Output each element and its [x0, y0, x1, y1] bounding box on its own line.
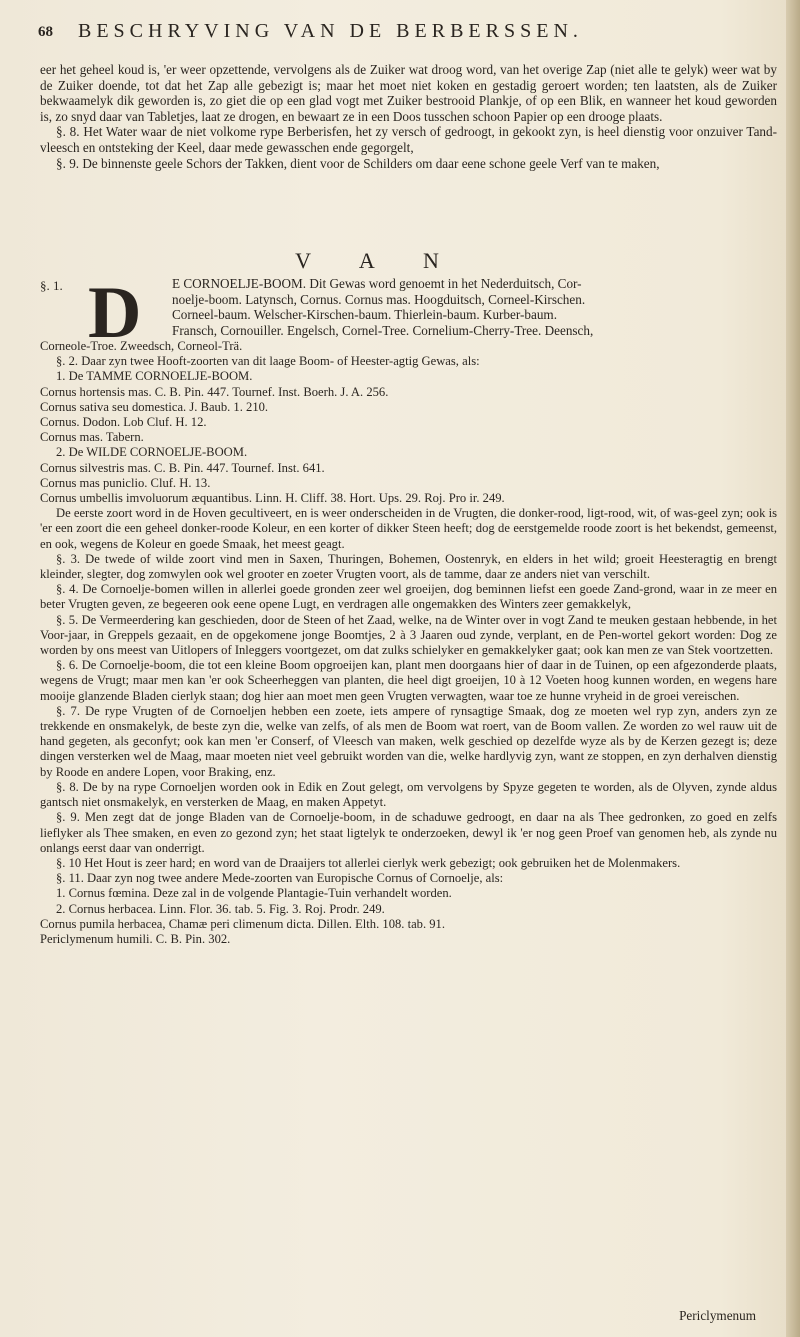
- paragraph: Cornus umbellis imvoluorum æquantibus. Linn. H. Cliff. 38. Hort. Ups. 29. Roj. Pro ir. 249.: [40, 491, 505, 506]
- drop-capital: D: [88, 272, 142, 354]
- paragraph: Cornus. Dodon. Lob Cluf. H. 12.: [40, 415, 207, 430]
- paragraph: Periclymenum humili. C. B. Pin. 302.: [40, 931, 231, 946]
- page-header: [38, 20, 778, 50]
- intro-line: E CORNOELJE-BOOM. Dit Gewas word genoemt in het Nederduitsch, Cor-: [172, 276, 582, 291]
- page-edge: [786, 0, 800, 1337]
- intro-line: Corneel-baum. Welscher-Kirschen-baum. Thierlein-baum. Kurber-baum.: [172, 307, 557, 323]
- main-text: [40, 339, 777, 947]
- paragraph: Cornus silvestris mas. C. B. Pin. 447. Tournef. Inst. 641.: [40, 460, 325, 475]
- paragraph: §. 7. De rype Vrugten of de Cornoeljen hebben een zoete, iets ampere of rynsagtige Smaak, dog ze moeten wel ryp zyn, anders zyn ze trekkende en onsmakelyk, de beste zyn die, welke van zelfs, of als men de Boom wat roert, van de Boom vallen. Ze worden zo wel rauw uit de hand gegeten, als geconfyt; ook kan men 'er Conserf, of Vleesch van maken, welk geschied op dezelfde wyze als by de Kerzen gezegt is; deze dingen versterken wel de Maag, maar moeten niet veel gebruikt worden van die, welke hardlyvig zyn, want ze stoppen, en zyn derhalven dienstig by Roode en andere Lopen, voor Braking, enz.: [40, 703, 777, 779]
- paragraph: §. 2. Daar zyn twee Hooft-zoorten van dit laage Boom- of Heester-agtig Gewas, als:: [56, 354, 480, 369]
- paragraph: 1. Cornus fœmina. Deze zal in de volgende Plantagie-Tuin verhandelt worden.: [56, 886, 452, 901]
- paragraph: De eerste zoort word in de Hoven gecultiveert, en is weer onderscheiden in de Vrugten, die donker-rood, ligt-rood, wit, of was-geel zyn; ook is 'er een zoort die een geheel donker-roode Koleur, en een korter of dikker Steen heeft; dog de eerstgemelde roode zoort is het bekendst, gemeenst, en ook, wegens de Koleur en goede Smaak, het meest geagt.: [40, 506, 777, 551]
- paragraph: 2. Cornus herbacea. Linn. Flor. 36. tab. 5. Fig. 3. Roj. Prodr. 249.: [56, 901, 385, 916]
- paragraph: §. 8. De by na rype Cornoeljen worden ook in Edik en Zout gelegt, om vervolgens by Spyze gegeten te worden, als de Olyven, zynde aldus gantsch niet onsmakelyk, en versterken de Maag, en maken Appetyt.: [40, 779, 777, 810]
- paragraph: §. 6. De Cornoelje-boom, die tot een kleine Boom opgroeijen kan, plant men doorgaans hier of daar in de Tuinen, op een afgezonderde plaats, wegens de Vrugt; maar men kan 'er ook Scheerheggen van planten, die heel digt groeijen, 10 à 12 Voeten hoog kunnen worden, en wegens hare mooije glanzende Bladen cierlyk staan; dog hier aan moet men geen Vrugten verwagten, waar toe ze hunne vryheid in de groei vereischen.: [40, 658, 777, 703]
- page-number: 68: [38, 24, 53, 40]
- paragraph: 2. De WILDE CORNOELJE-BOOM.: [56, 445, 248, 460]
- paragraph: Cornus sativa seu domestica. J. Baub. 1. 210.: [40, 399, 269, 414]
- intro-lines: [172, 276, 777, 338]
- running-head: BESCHRYVING VAN DE BERBERSSEN.: [78, 20, 583, 42]
- paragraph: Cornus pumila herbacea, Chamæ peri climenum dicta. Dillen. Elth. 108. tab. 91.: [40, 916, 446, 931]
- intro-line: Fransch, Cornouiller. Engelsch, Cornel-Tree. Cornelium-Cherry-Tree. Deensch,: [172, 322, 594, 338]
- section-marker: §. 1.: [40, 278, 63, 293]
- paragraph: §. 11. Daar zyn nog twee andere Mede-zoorten van Europische Cornus of Cornoelje, als:: [56, 871, 504, 886]
- paragraph: §. 9. Men zegt dat de jonge Bladen van de Cornoelje-boom, in de schaduwe gedroogt, en daar na als Thee gedronken, zo goed en zelfs lieflyker als Thee smaken, en even zo gezond zyn; het staat ligtelyk te onderzoeken, dewyl ik 'er nog geen Proef van genomen heb, als zynde nu onlangs eerst daar van onderrigt.: [40, 810, 777, 855]
- paragraph: §. 8. Het Water waar de niet volkome rype Berberisfen, het zy versch of gedroogt, in gekookt zyn, is heel dienstig voor onzuiver Tand-vleesch en ontsteking der Keel, daar mede gewasschen ende gegorgelt,: [40, 124, 777, 155]
- paragraph: Corneole-Troe. Zweedsch, Corneol-Trä.: [40, 339, 243, 353]
- paragraph: §. 3. De twede of wilde zoort vind men in Saxen, Thuringen, Bohemen, Oostenryk, en elders in het wild; groeit Heesteragtig en brengt kleinder, slegter, dog zomwylen ook wel grooter en zoeter Vrugten voort, als de tamme, daar ze anders niet van verschilt.: [40, 551, 777, 582]
- paragraph: Cornus hortensis mas. C. B. Pin. 447. Tournef. Inst. Boerh. J. A. 256.: [40, 384, 389, 399]
- paragraph: 1. De TAMME CORNOELJE-BOOM.: [56, 369, 253, 384]
- paragraph: §. 9. De binnenste geele Schors der Takken, dient voor de Schilders om daar eene schone geele Verf van te maken,: [56, 155, 660, 171]
- paragraph: §. 10 Het Hout is zeer hard; en word van de Draaijers tot allerlei cierlyk werk gebezigt; ook gebruiken het de Molenmakers.: [56, 855, 681, 870]
- catchword: Periclymenum: [679, 1308, 756, 1323]
- paragraph: §. 5. De Vermeerdering kan geschieden, door de Steen of het Zaad, welke, na de Winter over in vogt Zand te meuken gestaan hebbende, in het Voor-jaar, in Greppels gezaait, en de opgekomene jonge Boomtjes, 2 à 3 Jaaren oud zynde, verplant, en de Pen-wortel gekort worden: Dog ze worden by ons meest van Uitlopers of Inleggers voortgezet, om dat zulks schielyker en gemakkelyker gaat; ook kan men ze van Stek voortzetten.: [40, 612, 777, 658]
- paragraph: eer het geheel koud is, 'er weer opzettende, vervolgens als de Zuiker wat droog word, van het overige Zap (niet alle te gelyk) weer wat by de Zuiker doende, tot dat het Zap alle gebezigt is; maar het moet niet koken en gestadig geroert worden; ten laatsten, als de Zuiker bekwaamelyk dik geworden is, zo giet die op een glad vogt met Zuiker bestrooid Plankje, of op een Blik, en wanneer het koud geworden is, zo snyd daar van Tabletjes, laat ze drogen, en bewaart ze in een Doos tusschen schoon Papier op een drooge plaats.: [40, 62, 777, 124]
- paragraph: Cornus mas puniclio. Cluf. H. 13.: [40, 475, 211, 490]
- paragraph: Cornus mas. Tabern.: [40, 430, 144, 445]
- top-text: [40, 62, 777, 171]
- intro-line: noelje-boom. Latynsch, Cornus. Cornus mas. Hoogduitsch, Corneel-Kirschen.: [172, 291, 586, 307]
- paragraph: §. 4. De Cornoelje-bomen willen in allerlei goede gronden zeer wel groeijen, dog beminnen liefst een goede Zand-grond, waar in ze meer en beter Vrugten geven, ze begeeren ook eene opene Lugt, en verdragen alle ongemakken des Winters zeer gemakkelyk,: [40, 582, 777, 612]
- section-heading: V A N: [295, 248, 461, 273]
